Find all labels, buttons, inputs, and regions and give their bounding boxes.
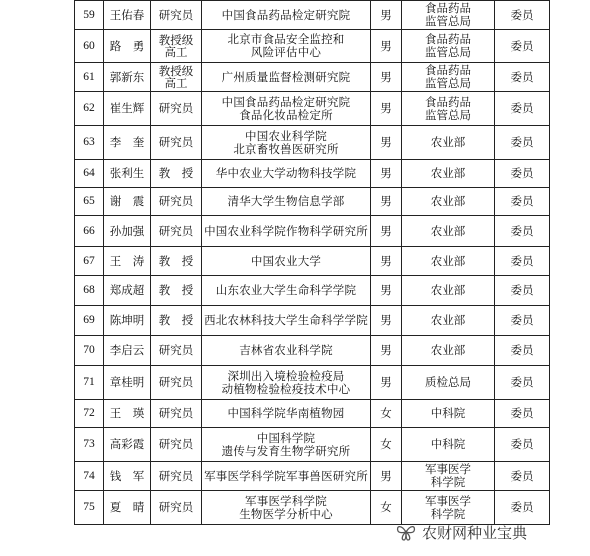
cell-line: 中国食品药品检定研究院 bbox=[221, 7, 351, 22]
cell-line: 深圳出入境检验检疫局 bbox=[227, 368, 345, 383]
table-row bbox=[75, 216, 550, 247]
row-number: 66 bbox=[75, 216, 104, 247]
table-row bbox=[75, 30, 550, 63]
table-row bbox=[75, 247, 550, 276]
member-name: 谢 震 bbox=[104, 188, 151, 216]
cell-line: 农业部 bbox=[430, 223, 466, 238]
member-name: 郭新东 bbox=[104, 63, 151, 92]
row-number: 60 bbox=[75, 30, 104, 63]
cell-line: 科学院 bbox=[430, 506, 466, 521]
member-gender: 男 bbox=[371, 126, 402, 160]
cell-line: 食品药品 bbox=[425, 32, 471, 46]
cell-line: 中国农业大学 bbox=[250, 253, 322, 268]
cell-line: 中国农业科学院 bbox=[245, 128, 327, 143]
member-title: 教 授 bbox=[151, 160, 202, 188]
member-title: 教 授 bbox=[151, 276, 202, 306]
cell-line: 监管总局 bbox=[425, 76, 471, 90]
member-organization bbox=[202, 276, 371, 306]
table-body bbox=[75, 1, 550, 525]
member-gender: 女 bbox=[371, 400, 402, 428]
member-gender: 男 bbox=[371, 30, 402, 63]
table-row bbox=[75, 428, 550, 462]
nominating-department bbox=[402, 428, 495, 462]
table-row bbox=[75, 462, 550, 491]
member-name: 王 涛 bbox=[104, 247, 151, 276]
member-role: 委员 bbox=[495, 188, 550, 216]
cell-line: 监管总局 bbox=[425, 107, 471, 122]
cell-line: 农业部 bbox=[430, 166, 466, 180]
nominating-department bbox=[402, 306, 495, 336]
member-title: 研究员 bbox=[151, 400, 202, 428]
cell-line: 清华大学生物信息学部 bbox=[227, 194, 345, 208]
member-gender: 女 bbox=[371, 428, 402, 462]
nominating-department bbox=[402, 400, 495, 428]
cell-line: 中国食品药品检定研究院 bbox=[221, 94, 351, 109]
cell-line: 农业部 bbox=[430, 135, 466, 149]
member-role: 委员 bbox=[495, 30, 550, 63]
member-name: 章桂明 bbox=[104, 366, 151, 400]
member-role: 委员 bbox=[495, 336, 550, 366]
member-role: 委员 bbox=[495, 306, 550, 336]
nominating-department bbox=[402, 92, 495, 126]
cell-line: 科学院 bbox=[430, 475, 466, 489]
member-role: 委员 bbox=[495, 216, 550, 247]
member-name: 王佑春 bbox=[104, 1, 151, 30]
member-role: 委员 bbox=[495, 276, 550, 306]
row-number: 67 bbox=[75, 247, 104, 276]
member-title: 教 授 bbox=[151, 247, 202, 276]
cell-line: 中国科学院华南植物园 bbox=[227, 406, 345, 420]
member-name: 高彩霞 bbox=[104, 428, 151, 462]
committee-member-table bbox=[74, 0, 550, 525]
member-name: 张利生 bbox=[104, 160, 151, 188]
member-organization bbox=[202, 188, 371, 216]
cell-line: 遗传与发育生物学研究所 bbox=[221, 443, 351, 458]
member-title: 研究员 bbox=[151, 188, 202, 216]
member-organization bbox=[202, 428, 371, 462]
member-role: 委员 bbox=[495, 126, 550, 160]
member-role: 委员 bbox=[495, 247, 550, 276]
member-gender: 男 bbox=[371, 336, 402, 366]
cell-line: 西北农林科技大学生命科学学院 bbox=[204, 313, 368, 327]
member-title bbox=[151, 63, 202, 92]
member-gender: 女 bbox=[371, 491, 402, 525]
member-gender: 男 bbox=[371, 462, 402, 491]
member-title: 研究员 bbox=[151, 1, 202, 30]
member-gender: 男 bbox=[371, 366, 402, 400]
cell-line: 中国科学院 bbox=[256, 430, 316, 445]
member-organization bbox=[202, 306, 371, 336]
cell-line: 广州质量监督检测研究院 bbox=[221, 69, 351, 84]
row-number: 71 bbox=[75, 366, 104, 400]
row-number: 69 bbox=[75, 306, 104, 336]
member-name: 陈坤明 bbox=[104, 306, 151, 336]
member-organization bbox=[202, 63, 371, 92]
member-name: 李启云 bbox=[104, 336, 151, 366]
nominating-department bbox=[402, 160, 495, 188]
watermark-text: 农财网种业宝典 bbox=[422, 523, 528, 542]
cell-line: 中科院 bbox=[430, 437, 466, 451]
member-role: 委员 bbox=[495, 63, 550, 92]
nominating-department bbox=[402, 63, 495, 92]
cell-line: 华中农业大学动物科技学院 bbox=[215, 166, 357, 180]
member-name: 钱 军 bbox=[104, 462, 151, 491]
member-name: 夏 晴 bbox=[104, 491, 151, 525]
table-row bbox=[75, 306, 550, 336]
table-row bbox=[75, 336, 550, 366]
cell-line: 军事医学 bbox=[425, 493, 471, 508]
member-gender: 男 bbox=[371, 216, 402, 247]
cell-line: 山东农业大学生命科学学院 bbox=[215, 283, 357, 297]
row-number: 61 bbox=[75, 63, 104, 92]
table-row bbox=[75, 63, 550, 92]
nominating-department bbox=[402, 462, 495, 491]
nominating-department bbox=[402, 126, 495, 160]
member-role: 委员 bbox=[495, 160, 550, 188]
member-organization bbox=[202, 1, 371, 30]
member-title: 研究员 bbox=[151, 428, 202, 462]
member-gender: 男 bbox=[371, 92, 402, 126]
member-organization bbox=[202, 400, 371, 428]
member-role: 委员 bbox=[495, 428, 550, 462]
cell-line: 中科院 bbox=[430, 406, 466, 420]
cell-line: 食品药品 bbox=[425, 1, 471, 15]
nominating-department bbox=[402, 188, 495, 216]
table-row bbox=[75, 92, 550, 126]
row-number: 62 bbox=[75, 92, 104, 126]
member-organization bbox=[202, 336, 371, 366]
cell-line: 食品药品 bbox=[425, 94, 471, 109]
row-number: 73 bbox=[75, 428, 104, 462]
member-gender: 男 bbox=[371, 247, 402, 276]
nominating-department bbox=[402, 366, 495, 400]
table-row bbox=[75, 276, 550, 306]
member-gender: 男 bbox=[371, 306, 402, 336]
member-organization bbox=[202, 216, 371, 247]
cell-line: 北京畜牧兽医研究所 bbox=[233, 141, 339, 156]
member-title: 研究员 bbox=[151, 216, 202, 247]
member-role: 委员 bbox=[495, 1, 550, 30]
row-number: 75 bbox=[75, 491, 104, 525]
cell-line: 监管总局 bbox=[425, 14, 471, 28]
table-row bbox=[75, 366, 550, 400]
cell-line: 生物医学分析中心 bbox=[239, 506, 333, 521]
cell-line: 军事医学科学院 bbox=[245, 493, 327, 508]
row-number: 63 bbox=[75, 126, 104, 160]
member-title: 研究员 bbox=[151, 462, 202, 491]
member-role: 委员 bbox=[495, 491, 550, 525]
member-name: 郑成超 bbox=[104, 276, 151, 306]
wechat-butterfly-logo-icon bbox=[394, 520, 418, 544]
member-organization bbox=[202, 92, 371, 126]
member-gender: 男 bbox=[371, 188, 402, 216]
member-role: 委员 bbox=[495, 400, 550, 428]
member-title: 教 授 bbox=[151, 306, 202, 336]
row-number: 59 bbox=[75, 1, 104, 30]
cell-line: 农业部 bbox=[430, 283, 466, 297]
member-title bbox=[151, 30, 202, 63]
nominating-department bbox=[402, 30, 495, 63]
member-organization bbox=[202, 30, 371, 63]
member-organization bbox=[202, 462, 371, 491]
member-title: 研究员 bbox=[151, 336, 202, 366]
row-number: 72 bbox=[75, 400, 104, 428]
member-organization bbox=[202, 366, 371, 400]
member-gender: 男 bbox=[371, 160, 402, 188]
nominating-department bbox=[402, 336, 495, 366]
member-role: 委员 bbox=[495, 366, 550, 400]
cell-line: 军事医学 bbox=[425, 462, 471, 476]
nominating-department bbox=[402, 216, 495, 247]
table-row bbox=[75, 126, 550, 160]
member-gender: 男 bbox=[371, 1, 402, 30]
member-role: 委员 bbox=[495, 462, 550, 491]
member-title: 研究员 bbox=[151, 491, 202, 525]
title-text: 教授级高工 bbox=[158, 63, 194, 90]
member-name: 孙加强 bbox=[104, 216, 151, 247]
watermark bbox=[394, 518, 527, 546]
cell-line: 监管总局 bbox=[425, 45, 471, 59]
member-name: 李 奎 bbox=[104, 126, 151, 160]
cell-line: 军事医学科学院军事兽医研究所 bbox=[204, 468, 368, 483]
member-name: 王 瑛 bbox=[104, 400, 151, 428]
row-number: 74 bbox=[75, 462, 104, 491]
member-title: 研究员 bbox=[151, 126, 202, 160]
cell-line: 农业部 bbox=[430, 194, 466, 208]
cell-line: 动植物检验检疫技术中心 bbox=[221, 381, 351, 396]
cell-line: 质检总局 bbox=[425, 375, 471, 389]
cell-line: 农业部 bbox=[430, 313, 466, 327]
table-row bbox=[75, 160, 550, 188]
member-organization bbox=[202, 491, 371, 525]
row-number: 70 bbox=[75, 336, 104, 366]
table-row bbox=[75, 1, 550, 30]
cell-line: 食品药品 bbox=[425, 63, 471, 77]
member-name: 崔生辉 bbox=[104, 92, 151, 126]
cell-line: 农业部 bbox=[430, 253, 466, 268]
cell-line: 吉林省农业科学院 bbox=[239, 343, 333, 357]
nominating-department bbox=[402, 1, 495, 30]
member-gender: 男 bbox=[371, 276, 402, 306]
table-row bbox=[75, 188, 550, 216]
member-gender: 男 bbox=[371, 63, 402, 92]
row-number: 68 bbox=[75, 276, 104, 306]
cell-line: 食品化妆品检定所 bbox=[239, 107, 333, 122]
member-organization bbox=[202, 247, 371, 276]
member-title: 研究员 bbox=[151, 366, 202, 400]
member-organization bbox=[202, 160, 371, 188]
member-role: 委员 bbox=[495, 92, 550, 126]
cell-line: 北京市食品安全监控和 bbox=[227, 32, 345, 46]
row-number: 65 bbox=[75, 188, 104, 216]
cell-line: 农业部 bbox=[430, 343, 466, 357]
title-text: 教授级高工 bbox=[158, 32, 194, 59]
row-number: 64 bbox=[75, 160, 104, 188]
table-row bbox=[75, 400, 550, 428]
cell-line: 中国农业科学院作物科学研究所 bbox=[204, 223, 368, 238]
nominating-department bbox=[402, 247, 495, 276]
cell-line: 风险评估中心 bbox=[250, 45, 322, 59]
member-title: 研究员 bbox=[151, 92, 202, 126]
nominating-department bbox=[402, 276, 495, 306]
member-name: 路 勇 bbox=[104, 30, 151, 63]
member-organization bbox=[202, 126, 371, 160]
